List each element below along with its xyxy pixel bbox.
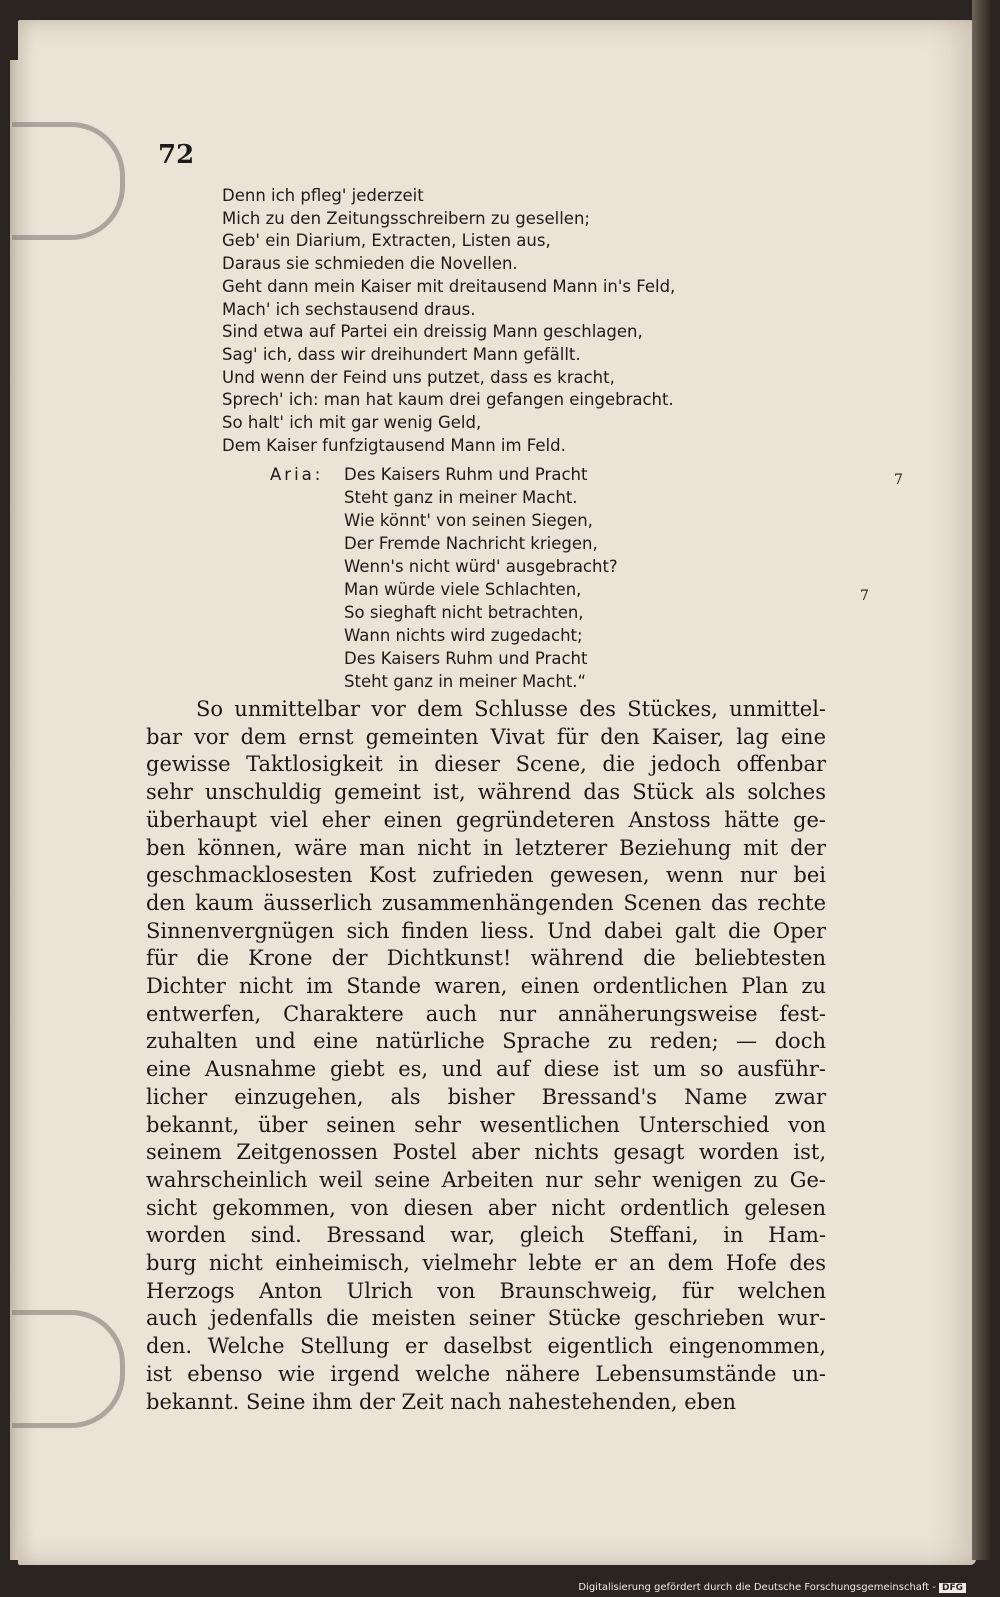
verse-line: Sind etwa auf Partei ein dreissig Mann geschlagen,: [222, 322, 643, 342]
verse-block: [222, 185, 782, 457]
verse-line: Daraus sie schmieden die Novellen.: [222, 254, 518, 274]
aria-line: Steht ganz in meiner Macht.“: [344, 672, 587, 691]
verse-line: So halt' ich mit gar wenig Geld,: [222, 413, 482, 433]
prose-line: Herzogs Anton Ulrich von Braunschweig, für welchen: [146, 1278, 826, 1303]
margin-mark: 7: [894, 472, 903, 488]
aria-line: Des Kaisers Ruhm und Pracht: [344, 465, 588, 484]
prose-line: worden sind. Bressand war, gleich Steffani, in Ham-: [146, 1223, 826, 1248]
prose-line: burg nicht einheimisch, vielmehr lebte er an dem Hofe des: [146, 1251, 826, 1276]
aria-line: Steht ganz in meiner Macht.: [344, 488, 578, 507]
paper-clip-bottom: [12, 1310, 125, 1428]
prose-line: wahrscheinlich weil seine Arbeiten nur sehr wenigen zu Ge-: [146, 1167, 826, 1192]
verse-line: Mich zu den Zeitungsschreibern zu gesellen;: [222, 208, 590, 228]
prose-line: ben können, wäre man nicht in letzterer Beziehung mit der: [146, 835, 826, 860]
prose-line: Sinnenvergnügen sich finden liess. Und dabei galt die Oper: [146, 918, 826, 943]
margin-mark: 7: [860, 588, 869, 604]
aria-line: So sieghaft nicht betrachten,: [344, 603, 584, 622]
prose-line: den. Welche Stellung er daselbst eigentlich eingenommen,: [146, 1334, 826, 1359]
prose-line: zuhalten und eine natürliche Sprache zu reden; — doch: [146, 1029, 826, 1054]
aria-line: Des Kaisers Ruhm und Pracht: [344, 649, 588, 668]
aria-line: Wann nichts wird zugedacht;: [344, 626, 583, 645]
aria-line: Man würde viele Schlachten,: [344, 580, 582, 599]
verse-line: Dem Kaiser funfzigtausend Mann im Feld.: [222, 435, 566, 455]
aria-line: Wie könnt' von seinen Siegen,: [344, 511, 593, 530]
prose-line: eine Ausnahme giebt es, und auf diese ist um so ausführ-: [146, 1057, 826, 1082]
prose-line: sicht gekommen, von diesen aber nicht ordentlich gelesen: [146, 1195, 826, 1220]
prose-line: seinem Zeitgenossen Postel aber nichts gesagt worden ist,: [146, 1140, 826, 1165]
prose-block: [146, 696, 826, 1416]
prose-line: sehr unschuldig gemeint ist, während das Stück als solches: [146, 780, 826, 805]
verse-line: Denn ich pfleg' jederzeit: [222, 186, 424, 205]
aria-label: Aria:: [270, 465, 324, 484]
aria-line: Der Fremde Nachricht kriegen,: [344, 534, 598, 553]
prose-line: So unmittelbar vor dem Schlusse des Stückes, unmittel-: [196, 697, 826, 721]
footer-text: Digitalisierung gefördert durch die Deutsche Forschungsgemeinschaft -: [578, 1582, 936, 1593]
aria-lines: [344, 463, 618, 693]
digitization-footer: [578, 1582, 966, 1593]
prose-line: den kaum äusserlich zusammenhängenden Scenen das rechte: [146, 890, 826, 915]
book-spine: [972, 0, 1000, 1560]
prose-line: auch jedenfalls die meisten seiner Stücke geschrieben wur-: [146, 1306, 826, 1331]
aria-line: Wenn's nicht würd' ausgebracht?: [344, 557, 618, 576]
page-number: 72: [158, 140, 195, 170]
prose-line: bekannt. Seine ihm der Zeit nach nahestehenden, eben: [146, 1389, 737, 1414]
verse-line: Geht dann mein Kaiser mit dreitausend Mann in's Feld,: [222, 276, 676, 296]
prose-line: gewisse Taktlosigkeit in dieser Scene, die jedoch offenbar: [146, 752, 826, 777]
prose-line: überhaupt viel eher einen gegründeteren Anstoss hätte ge-: [146, 807, 826, 832]
prose-line: Dichter nicht im Stande waren, einen ordentlichen Plan zu: [146, 974, 826, 999]
verse-line: Und wenn der Feind uns putzet, dass es kracht,: [222, 367, 615, 387]
prose-line: geschmacklosesten Kost zufrieden gewesen, wenn nur bei: [146, 863, 826, 888]
verse-line: Sag' ich, dass wir dreihundert Mann gefällt.: [222, 344, 581, 364]
prose-line: für die Krone der Dichtkunst! während die beliebtesten: [146, 946, 826, 971]
paper-clip-top: [12, 122, 125, 240]
prose-line: ist ebenso wie irgend welche nähere Lebensumstände un-: [146, 1361, 826, 1386]
verse-line: Mach' ich sechstausend draus.: [222, 299, 476, 319]
prose-line: entwerfen, Charaktere auch nur annäherungsweise fest-: [146, 1001, 826, 1026]
dfg-logo: DFG: [939, 1583, 966, 1593]
prose-line: licher einzugehen, als bisher Bressand's Name zwar: [146, 1084, 826, 1109]
verse-line: Sprech' ich: man hat kaum drei gefangen eingebracht.: [222, 390, 674, 410]
prose-line: bar vor dem ernst gemeinten Vivat für den Kaiser, lag eine: [146, 724, 826, 749]
prose-line: bekannt, über seinen sehr wesentlichen Unterschied von: [146, 1112, 826, 1137]
verse-line: Geb' ein Diarium, Extracten, Listen aus,: [222, 231, 551, 251]
